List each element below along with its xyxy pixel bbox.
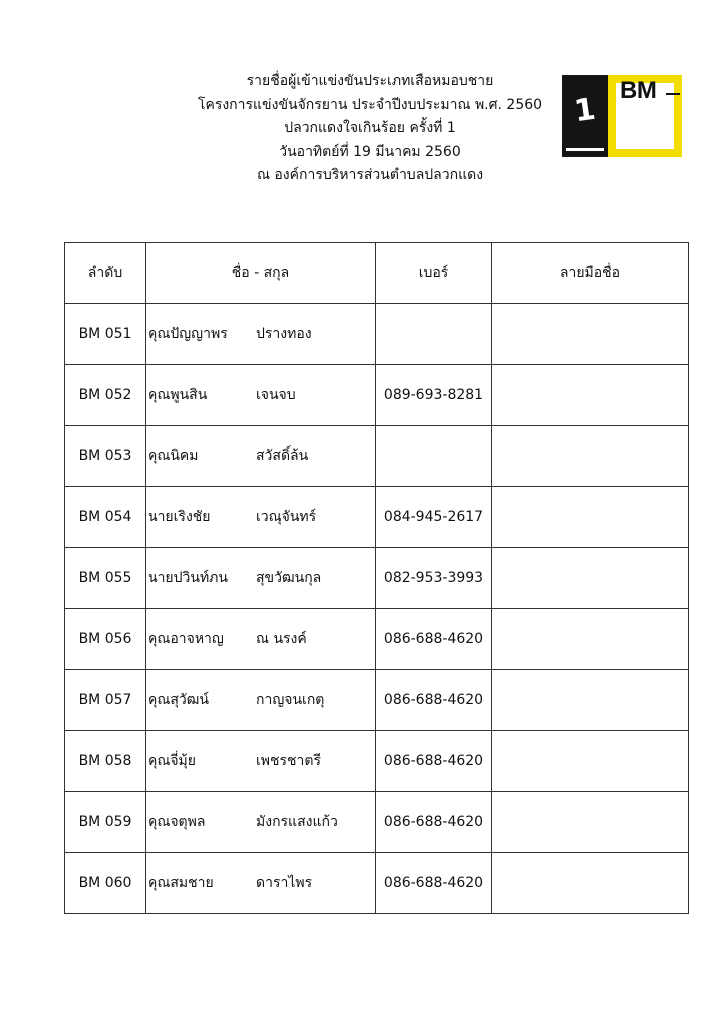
signature-cell (492, 426, 689, 487)
signature-cell (492, 365, 689, 426)
header-phone: เบอร์ (376, 243, 492, 304)
participant-last-name: สุขวัฒนกุล (256, 570, 322, 586)
participant-first-name: คุณจตุพล (148, 814, 206, 830)
participant-phone: 086-688-4620 (376, 853, 492, 914)
event-name-line: ปลวกแดงใจเกินร้อย ครั้งที่ 1 (284, 120, 456, 136)
participant-first-name: คุณสมชาย (148, 875, 214, 891)
logo-number: 1 (572, 91, 598, 130)
participant-last-name: มังกรแสงแก้ว (256, 814, 338, 830)
bicycle-icon (666, 85, 680, 95)
participant-first-name: คุณจี่มุ้ย (148, 753, 196, 769)
participant-code: BM 053 (65, 426, 146, 487)
table-row (65, 365, 689, 426)
participant-phone: 084-945-2617 (376, 487, 492, 548)
table-row (65, 853, 689, 914)
project-line: โครงการแข่งขันจักรยาน ประจำปีงบประมาณ พ.ศ. 2560 (197, 96, 543, 113)
participant-last-name: ปรางทอง (256, 326, 312, 342)
table-row (65, 792, 689, 853)
participant-code: BM 057 (65, 670, 146, 731)
participant-last-name: ดาราไพร (256, 875, 313, 891)
logo-stripe (566, 148, 604, 151)
participant-code: BM 052 (65, 365, 146, 426)
participant-code: BM 056 (65, 609, 146, 670)
participant-code: BM 055 (65, 548, 146, 609)
venue-line: ณ องค์การบริหารส่วนตำบลปลวกแดง (256, 167, 484, 183)
participant-phone: 086-688-4620 (376, 792, 492, 853)
participant-phone: 089-693-8281 (376, 365, 492, 426)
participant-name-cell (146, 365, 376, 426)
event-logo (562, 75, 682, 157)
participant-name-cell (146, 792, 376, 853)
header-signature: ลายมือชื่อ (492, 243, 689, 304)
table-row (65, 670, 689, 731)
participant-first-name: คุณนิคม (148, 448, 199, 464)
signature-cell (492, 853, 689, 914)
signature-cell (492, 731, 689, 792)
participant-last-name: กาญจนเกตุ (256, 692, 325, 708)
participant-first-name: คุณสุวัฒน์ (148, 692, 209, 708)
table-header-row (65, 243, 689, 304)
participant-code: BM 058 (65, 731, 146, 792)
table-row (65, 609, 689, 670)
participant-phone (376, 304, 492, 365)
participant-first-name: คุณปัญญาพร (148, 326, 228, 342)
signature-cell (492, 548, 689, 609)
header-name: ชื่อ - สกุล (146, 243, 376, 304)
participant-first-name: นายปวินท์ภน (148, 570, 228, 586)
table-row (65, 548, 689, 609)
participant-phone: 082-953-3993 (376, 548, 492, 609)
table-row (65, 487, 689, 548)
participant-last-name: เพชรชาตรี (256, 753, 322, 769)
participant-name-cell (146, 548, 376, 609)
table-row (65, 731, 689, 792)
participant-phone: 086-688-4620 (376, 609, 492, 670)
signature-cell (492, 487, 689, 548)
participant-first-name: คุณอาจหาญ (148, 631, 224, 647)
participant-code: BM 051 (65, 304, 146, 365)
table-row (65, 304, 689, 365)
participant-name-cell (146, 731, 376, 792)
signature-cell (492, 792, 689, 853)
table-body (65, 304, 689, 914)
participant-last-name: เวณุจันทร์ (256, 509, 317, 525)
participant-name-cell (146, 304, 376, 365)
participant-phone (376, 426, 492, 487)
participant-code: BM 060 (65, 853, 146, 914)
participant-name-cell (146, 487, 376, 548)
date-line: วันอาทิตย์ที่ 19 มีนาคม 2560 (279, 143, 461, 160)
participant-name-cell (146, 609, 376, 670)
signature-cell (492, 670, 689, 731)
table-row (65, 426, 689, 487)
header-order: ลำดับ (65, 243, 146, 304)
document-header (150, 70, 590, 188)
participant-name-cell (146, 426, 376, 487)
participant-name-cell (146, 853, 376, 914)
logo-dark-panel (562, 75, 608, 157)
logo-badge-text: BM (620, 77, 657, 104)
participant-last-name: สวัสดิ์ล้น (256, 448, 309, 464)
participant-code: BM 059 (65, 792, 146, 853)
signature-cell (492, 304, 689, 365)
participant-table (64, 242, 689, 914)
participant-last-name: ณ นรงค์ (256, 631, 307, 647)
title-line: รายชื่อผู้เข้าแข่งขันประเภทเสือหมอบชาย (246, 73, 494, 89)
logo-yellow-panel (608, 75, 682, 157)
signature-cell (492, 609, 689, 670)
participant-code: BM 054 (65, 487, 146, 548)
participant-name-cell (146, 670, 376, 731)
participant-phone: 086-688-4620 (376, 731, 492, 792)
participant-phone: 086-688-4620 (376, 670, 492, 731)
participant-last-name: เจนจบ (256, 387, 296, 403)
participant-first-name: คุณพูนสิน (148, 387, 208, 403)
participant-first-name: นายเริงชัย (148, 509, 211, 525)
